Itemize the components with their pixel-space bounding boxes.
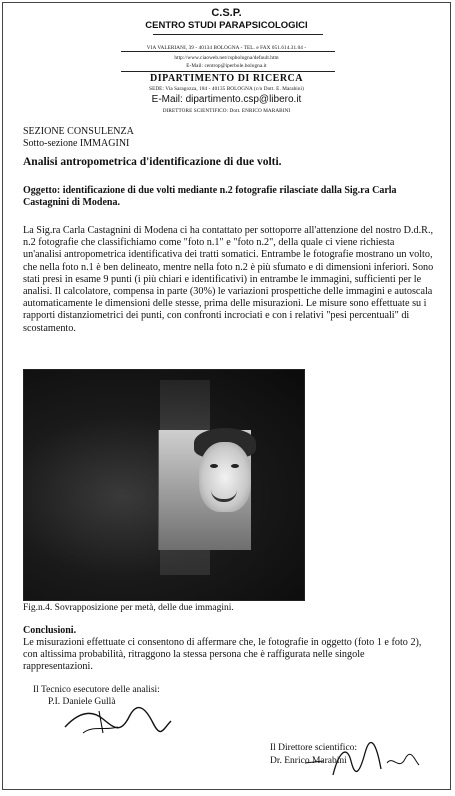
photo-eye-right [231,464,239,468]
overlay-photo [23,369,305,601]
org-acronym: C.S.P. [211,7,242,19]
figure-caption: Fig.n.4. Sovrapposizione per metà, delle due immagini. [23,603,234,613]
department-rule [121,71,335,72]
technician-signature [63,703,173,737]
conclusions-heading: Conclusioni. [23,625,77,636]
body-paragraph: La Sig.ra Carla Castagnini di Modena ci ha contattato per sottoporre all'attenzione del nostro D.d.R., n.2 fotografie che classifichiamo come "foto n.1" e "foto n.2", della quale ci viene richiesta un'analisi antropometrica identificativa dei tratti somatici. Entrambe le fotografie mostrano un volto, che nella foto n.1 è ben delineato, mentre nella foto n.2 è più sfumato e di dimensioni inferiori. Sono stati presi in esame 9 punti (i più chiari e identificativi) in entrambe le immagini, sufficienti per le analisi. Il calcolatore, compensa in parte (30%) le variazioni prospettiche delle immagini e autoscala automaticamente le dimensioni delle stesse, prima delle misurazioni. Le misure sono effettuate su i rapporti distanziometrici dei punti, con confronti incrociati e con i relativi "pesi percentuali" di scostamento. [23,225,434,334]
director-signature [303,741,423,779]
org-address: VIA VALERIANI, 39 - 40134 BOLOGNA - TEL. e FAX 051.614.31.04 - [146,45,307,51]
department-email: E-Mail: dipartimento.csp@libero.it [151,94,302,105]
director-name: Dr. Enrico Marabini [270,756,347,766]
document-page [2,2,451,790]
photo-eye-left [210,464,218,468]
document-title: Analisi antropometrica d'identificazione di due volti. [23,156,282,168]
subject-line: Oggetto: identificazione di due volti mediante n.2 fotografie rilasciate dalla Sig.ra Carla Castagnini di Modena. [23,185,397,209]
director-role: Il Direttore scientifico: [270,743,358,753]
conclusions-text: Le misurazioni effettuate ci consentono di affermare che, le fotografie in oggetto (foto 1 e foto 2), con altissima probabilità, ritraggono la stessa persona che è raffigurata nelle singole rappresentazioni. [23,637,422,673]
header-rule [153,34,323,35]
technician-name: P.I. Daniele Gullà [48,697,116,707]
technician-role: Il Tecnico esecutore delle analisi: [33,685,160,695]
address-rule [121,51,335,52]
org-website: http://www.ciaoweb.net/cspbologna/default.htm [174,55,279,61]
department-address: SEDE: Via Saragozza, 184 - 40135 BOLOGNA (c/o Dott. E. Marabini) [149,86,304,92]
org-name: CENTRO STUDI PARAPSICOLOGICI [145,20,308,31]
org-email: E-Mail: centrop@iperbole.bologna.it [186,63,267,69]
director-line: DIRETTORE SCIENTIFICO: Dott. ENRICO MARABINI [162,108,291,114]
subsection-label: Sotto-sezione IMMAGINI [23,138,130,149]
department-title: DIPARTIMENTO DI RICERCA [149,73,303,84]
section-label: SEZIONE CONSULENZA [23,126,134,137]
